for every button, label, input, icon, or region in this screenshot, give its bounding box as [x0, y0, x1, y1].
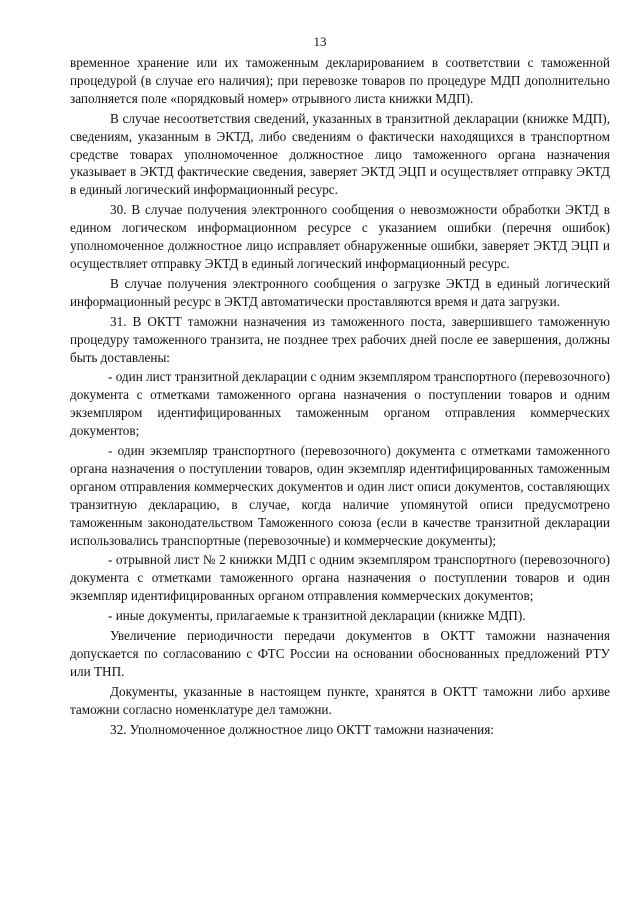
paragraph-storage: Документы, указанные в настоящем пункте, хранятся в ОКТТ таможни либо архиве таможни согласно номенклатуре дел таможни. [70, 683, 610, 717]
paragraph-upload-message: В случае получения электронного сообщения о загрузке ЭКТД в единый логический информационный ресурс в ЭКТД автоматически проставляются время и дата загрузки. [70, 275, 610, 309]
paragraph-continuation: временное хранение или их таможенным декларированием в соответствии с таможенной процедурой (в случае его наличия); при перевозке товаров по процедуре МДП дополнительно заполняется поле «порядковый номер» отрывного листа книжки МДП). [70, 55, 610, 106]
list-item-tir-voucher: - отрывной лист № 2 книжки МДП с одним экземпляром транспортного (перевозочного) документа с отметками таможенного органа назначения о поступлении товаров и один экземпляр идентифицированных органом отправления коммерческих документов; [70, 552, 610, 604]
list-item-other-documents: - иные документы, прилагаемые к транзитной декларации (книжке МДП). [108, 608, 526, 624]
paragraph-mismatch: В случае несоответствия сведений, указанных в транзитной декларации (книжке МДП), сведениям, указанным в ЭКТД, либо сведениям о фактически находящихся в транспортном средстве товарах уполномоченное должностное лицо таможенного органа назначения указывает в ЭКТД фактические сведения, заверяет ЭКТД ЭЦП и осуществляет отправку ЭКТД в единый логический информационный ресурс. [70, 110, 610, 198]
paragraph-item-31: 31. В ОКТТ таможни назначения из таможенного поста, завершившего таможенную процедуру таможенного транзита, не позднее трех рабочих дней после ее завершения, должны быть доставлены: [70, 313, 610, 365]
list-item-transport-document: - один экземпляр транспортного (перевозочного) документа с отметками таможенного органа назначения о поступлении товаров, один экземпляр идентифицированных таможенным органом отправления коммерческих документов и один лист описи документов, составляющих транзитную декларацию, в случае, когда наличие упомянутой описи предусмотрено таможенным законодательством Таможенного союза (если в качестве транзитной декларации использовались транспортные (перевозочные) и коммерческие документы); [70, 443, 610, 548]
list-item-transit-sheet: - один лист транзитной декларации с одним экземпляром транспортного (перевозочного) документа с отметками таможенного органа назначения о поступлении товаров и одним экземпляром идентифицированных таможенным органом отправления коммерческих документов; [70, 369, 610, 439]
paragraph-item-30: 30. В случае получения электронного сообщения о невозможности обработки ЭКТД в едином логическом информационном ресурсе с указанием ошибки (перечня ошибок) уполномоченное должностное лицо исправляет обнаруженные ошибки, заверяет ЭКТД ЭЦП и осуществляет отправку ЭКТД в единый логический информационный ресурс. [70, 202, 610, 271]
document-body [70, 54, 610, 741]
paragraph-periodicity: Увеличение периодичности передачи документов в ОКТТ таможни назначения допускается по согласованию с ФТС России на основании обоснованных предложений РТУ или ТНП. [70, 628, 610, 679]
page-number: 13 [313, 34, 327, 49]
paragraph-item-32: 32. Уполномоченное должностное лицо ОКТТ таможни назначения: [110, 721, 494, 737]
